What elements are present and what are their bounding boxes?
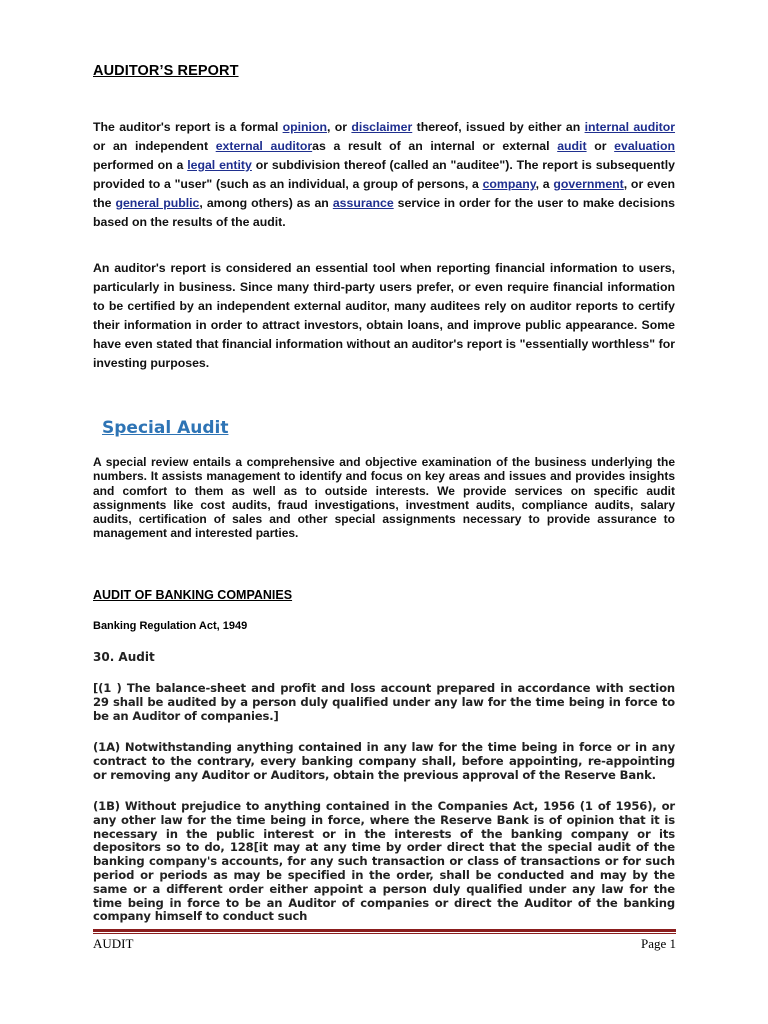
audit-link[interactable]: audit	[557, 139, 587, 153]
text-run: , or	[326, 120, 352, 134]
footer-rule-thick	[93, 929, 676, 932]
government-link[interactable]: government	[553, 177, 624, 191]
general-public-link[interactable]: general public	[115, 196, 200, 210]
external-auditor-link[interactable]: external auditor	[215, 139, 313, 153]
text-run: as a result of an internal or external	[312, 139, 558, 153]
text-run: thereof, issued by either an	[412, 120, 585, 134]
text-run: service in order for the user to make decisions based on the results of the audit.	[93, 196, 675, 229]
banking-companies-heading: AUDIT OF BANKING COMPANIES	[93, 588, 293, 602]
essential-tool-paragraph: An auditor's report is considered an essential tool when reporting financial information to users, particularly in business. Since many third-party users prefer, or even require financial information to be certified by an independent external auditor, many auditees rely on auditor reports to certify their information in order to attract investors, obtain loans, and improve public appearance. Some have even stated that financial information without an auditor's report is "essentially worthless" for investing purposes.	[93, 261, 675, 370]
assurance-link[interactable]: assurance	[332, 196, 394, 210]
section-title: 30. Audit	[93, 650, 155, 664]
text-run: , or even the	[93, 177, 675, 210]
text-run: or an independent	[93, 139, 216, 153]
clause-1a: (1A) Notwithstanding anything contained in any law for the time being in force or in any contract to the contrary, every banking company shall, before appointing, re-appointing or removing any Auditor or Auditors, obtain the previous approval of the Reserve Bank.	[93, 740, 675, 782]
company-link[interactable]: company	[482, 177, 536, 191]
text-run: or	[586, 139, 615, 153]
page-number: Page 1	[640, 936, 676, 951]
footer-left: AUDIT	[93, 936, 134, 951]
disclaimer-link[interactable]: disclaimer	[351, 120, 413, 134]
text-run: , among others) as an	[199, 196, 333, 210]
internal-auditor-link[interactable]: internal auditor	[584, 120, 676, 134]
text-run: or subdivision thereof (called an "auditee"). The report is subsequently provided to a "user" (such as an individual, a group of persons, a	[93, 158, 675, 191]
clause-1b: (1B) Without prejudice to anything contained in the Companies Act, 1956 (1 of 1956), or any other law for the time being in force, where the Reserve Bank is of opinion that it is necessary in the public interest or in the interests of the banking company or its depositors so to do, 128[it may at any time by order direct that the special audit of the banking company's accounts, for any such transaction or class of transactions or for such period or periods as may be specified in the order, shall be conducted and may by the same or a different order either appoint a person duly qualified under any law for the time being in force to be an Auditor of companies or direct the Auditor of the banking company himself to conduct such	[93, 799, 675, 924]
act-title: Banking Regulation Act, 1949	[93, 620, 248, 632]
special-audit-paragraph: A special review entails a comprehensive and objective examination of the business underlying the numbers. It assists management to identify and focus on key areas and issues and provides insights and comfort to them as well as to outside interests. We provide services on specific audit assignments like cost audits, fraud investigations, investment audits, compliance audits, salary audits, certification of sales and other special assignments necessary to provide assurance to management and interested parties.	[93, 455, 675, 541]
legal-entity-link[interactable]: legal entity	[187, 158, 252, 172]
opinion-link[interactable]: opinion	[282, 120, 327, 134]
text-run: performed on a	[93, 158, 188, 172]
intro-paragraph	[93, 118, 675, 232]
text-run: , a	[535, 177, 554, 191]
evaluation-link[interactable]: evaluation	[614, 139, 675, 153]
special-audit-heading: Special Audit	[102, 418, 229, 438]
auditors-report-heading: AUDITOR’S REPORT	[93, 63, 239, 79]
footer-rule-thin	[93, 933, 676, 934]
clause-1: [(1 ) The balance-sheet and profit and loss account prepared in accordance with section 29 shall be audited by a person duly qualified under any law for the time being in force to be an Auditor of companies.]	[93, 681, 675, 723]
text-run: The auditor's report is a formal	[93, 120, 283, 134]
